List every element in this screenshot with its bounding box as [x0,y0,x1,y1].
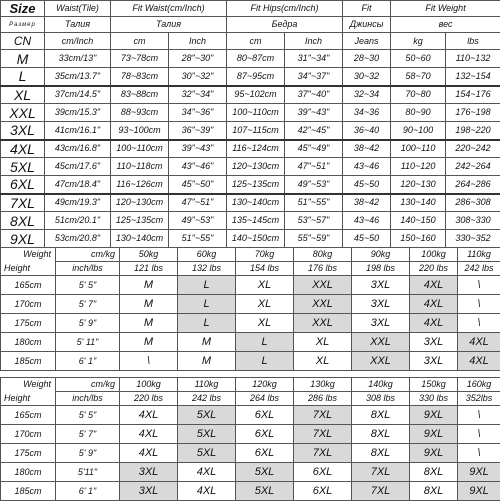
header-waist-ru: Талия [45,17,111,33]
height-inch: 5' 7" [56,425,120,444]
size-cell: 140~150cm [227,230,285,248]
size-cell: 132~154 [446,68,500,86]
size-cell: 90~100 [391,122,446,140]
grid-a-row [1,314,500,333]
recommended-size-cell: XL [236,295,294,314]
grid-b-row [1,406,500,425]
size-cell: 110~120 [391,158,446,176]
grid-a-unit-top: cm/kg [56,248,120,262]
grid-b-row [1,444,500,463]
size-cell: 107~115cm [227,122,285,140]
size-cell: 53"~57" [285,212,343,230]
recommended-size-cell: XL [294,352,352,371]
size-label: XL [1,86,45,104]
size-cell: 110~118cm [111,158,169,176]
size-label: L [1,68,45,86]
height-cm: 170cm [1,425,56,444]
grid-b-lbs-header: 308 lbs [352,392,410,406]
header-size-ru: Размер [1,17,45,33]
recommended-size-cell: XXL [294,314,352,333]
size-cell: 43"~46" [169,158,227,176]
size-cell: 88~93cm [111,104,169,122]
size-cell: 49cm/19.3" [45,194,111,212]
size-cell: 39"~43" [285,104,343,122]
height-inch: 5' 9" [56,314,120,333]
grid-a-kg-row [1,248,500,262]
size-by-height-weight-table-1 [0,247,500,371]
size-cell: 73~78cm [111,50,169,68]
grid-b-row [1,463,500,482]
recommended-size-cell: 5XL [236,463,294,482]
size-label: XXL [1,104,45,122]
recommended-size-cell: XXL [352,352,410,371]
grid-a-kg-header: 50kg [120,248,178,262]
size-cell: 42"~45" [285,122,343,140]
size-cell: 120~130 [391,176,446,194]
size-cell: 49"~53" [169,212,227,230]
recommended-size-cell: L [178,276,236,295]
grid-b-kg-header: 150kg [410,378,458,392]
recommended-size-cell: 3XL [120,463,178,482]
recommended-size-cell: M [120,333,178,352]
grid-b-unit-bottom: inch/lbs [56,392,120,406]
size-unit-header: Jeans [343,33,391,50]
recommended-size-cell: 4XL [410,276,458,295]
recommended-size-cell: 3XL [410,352,458,371]
size-by-height-weight-table-2 [0,377,500,501]
recommended-size-cell: 4XL [178,463,236,482]
recommended-size-cell: \ [458,295,500,314]
grid-b-kg-header: 160kg [458,378,500,392]
size-cell: 50~60 [391,50,446,68]
header-fit-weight: Fit Weight [391,1,500,17]
size-cell: 45~50 [343,230,391,248]
height-cm: 185cm [1,352,56,371]
recommended-size-cell: M [178,352,236,371]
size-cell: 38~42 [343,194,391,212]
recommended-size-cell: L [178,314,236,333]
recommended-size-cell: \ [458,444,500,463]
grid-a-row [1,276,500,295]
height-cm: 170cm [1,295,56,314]
size-cell: 80~87cm [227,50,285,68]
size-label: 8XL [1,212,45,230]
size-row [1,230,500,248]
size-chart-table [0,0,500,248]
size-cell: 100~110 [391,140,446,158]
grid-a-lbs-header: 220 lbs [410,262,458,276]
size-unit-header: lbs [446,33,500,50]
size-cell: 45"~50" [169,176,227,194]
size-cell: 34"~36" [169,104,227,122]
size-unit-header: Inch [285,33,343,50]
size-label: 7XL [1,194,45,212]
size-row [1,68,500,86]
size-cell: 110~132 [446,50,500,68]
size-cell: 95~102cm [227,86,285,104]
recommended-size-cell: 8XL [352,425,410,444]
size-row [1,122,500,140]
size-cell: 47"~51" [285,158,343,176]
size-row [1,194,500,212]
recommended-size-cell: 5XL [178,444,236,463]
grid-b-weight-label: Weight [23,380,51,389]
size-cell: 43~46 [343,212,391,230]
recommended-size-cell: 8XL [410,463,458,482]
recommended-size-cell: 4XL [410,314,458,333]
height-inch: 5' 11" [56,333,120,352]
size-label: 3XL [1,122,45,140]
height-cm: 165cm [1,406,56,425]
size-cell: 41cm/16.1" [45,122,111,140]
recommended-size-cell: 3XL [352,314,410,333]
header-fit-waist-ru: Талия [111,17,227,33]
size-cell: 35cm/13.7" [45,68,111,86]
recommended-size-cell: 9XL [458,463,500,482]
size-unit-header: Inch [169,33,227,50]
grid-a-row [1,352,500,371]
size-cell: 176~198 [446,104,500,122]
size-unit-header: CN [1,33,45,50]
grid-a-kg-header: 80kg [294,248,352,262]
recommended-size-cell: 8XL [410,482,458,501]
size-label: 5XL [1,158,45,176]
recommended-size-cell: XL [236,276,294,295]
recommended-size-cell: 6XL [236,444,294,463]
grid-b-row [1,425,500,444]
grid-a-lbs-header: 121 lbs [120,262,178,276]
recommended-size-cell: 3XL [120,482,178,501]
size-cell: 330~352 [446,230,500,248]
grid-b-lbs-header: 242 lbs [178,392,236,406]
recommended-size-cell: 9XL [410,425,458,444]
height-cm: 185cm [1,482,56,501]
size-cell: 47cm/18.4" [45,176,111,194]
grid-a-unit-bottom: inch/lbs [56,262,120,276]
grid-a-kg-header: 100kg [410,248,458,262]
header-fit-weight-ru: вес [391,17,500,33]
size-cell: 120~130cm [111,194,169,212]
recommended-size-cell: 6XL [236,406,294,425]
size-cell: 38~42 [343,140,391,158]
size-cell: 220~242 [446,140,500,158]
grid-b-unit-top: cm/kg [56,378,120,392]
size-cell: 87~95cm [227,68,285,86]
recommended-size-cell: 6XL [294,463,352,482]
grid-a-weight-label: Weight [23,250,51,259]
size-cell: 78~83cm [111,68,169,86]
header-fit: Fit [343,1,391,17]
size-row [1,158,500,176]
grid-b-row [1,482,500,501]
size-cell: 53cm/20.8" [45,230,111,248]
height-cm: 180cm [1,463,56,482]
recommended-size-cell: 5XL [236,482,294,501]
size-cell: 49"~53" [285,176,343,194]
size-cell: 43~46 [343,158,391,176]
size-cell: 116~126cm [111,176,169,194]
size-cell: 39cm/15.3" [45,104,111,122]
grid-b-lbs-header: 286 lbs [294,392,352,406]
recommended-size-cell: 7XL [352,482,410,501]
grid-a-kg-header: 110kg [458,248,500,262]
header-fit-hips-ru: Бедра [227,17,343,33]
height-inch: 5'11" [56,463,120,482]
grid-b-kg-row [1,378,500,392]
size-header-row-1 [1,1,500,17]
height-cm: 180cm [1,333,56,352]
grid-a-row [1,333,500,352]
size-label: M [1,50,45,68]
size-unit-header: cm [111,33,169,50]
size-cell: 51cm/20.1" [45,212,111,230]
size-cell: 37"~40" [285,86,343,104]
grid-a-kg-header: 60kg [178,248,236,262]
recommended-size-cell: 7XL [294,406,352,425]
height-cm: 175cm [1,314,56,333]
recommended-size-cell: L [236,352,294,371]
height-inch: 6' 1" [56,482,120,501]
size-cell: 264~286 [446,176,500,194]
grid-a-corner [1,248,56,276]
grid-a-kg-header: 70kg [236,248,294,262]
grid-b-kg-header: 130kg [294,378,352,392]
size-cell: 33cm/13" [45,50,111,68]
recommended-size-cell: 6XL [294,482,352,501]
recommended-size-cell: XXL [294,276,352,295]
recommended-size-cell: XXL [352,333,410,352]
recommended-size-cell: \ [458,425,500,444]
size-cell: 130~140cm [111,230,169,248]
size-cell: 30"~32" [169,68,227,86]
grid-b-kg-header: 110kg [178,378,236,392]
grid-b-kg-header: 100kg [120,378,178,392]
size-cell: 43cm/16.8" [45,140,111,158]
grid-a-kg-header: 90kg [352,248,410,262]
size-unit-header: cm/Inch [45,33,111,50]
recommended-size-cell: 3XL [352,295,410,314]
recommended-size-cell: 6XL [236,425,294,444]
size-cell: 28~30 [343,50,391,68]
height-cm: 175cm [1,444,56,463]
size-cell: 242~264 [446,158,500,176]
size-cell: 93~100cm [111,122,169,140]
recommended-size-cell: XXL [294,295,352,314]
size-cell: 198~220 [446,122,500,140]
height-inch: 5' 5" [56,406,120,425]
size-cell: 36~40 [343,122,391,140]
size-cell: 83~88cm [111,86,169,104]
recommended-size-cell: M [120,295,178,314]
size-row [1,86,500,104]
height-cm: 165cm [1,276,56,295]
size-cell: 31"~34" [285,50,343,68]
size-unit-header: kg [391,33,446,50]
size-cell: 51"~55" [285,194,343,212]
recommended-size-cell: 7XL [352,463,410,482]
recommended-size-cell: 9XL [410,406,458,425]
size-cell: 34~36 [343,104,391,122]
grid-a-height-label: Height [4,264,30,273]
size-cell: 80~90 [391,104,446,122]
recommended-size-cell: 4XL [178,482,236,501]
recommended-size-cell: 4XL [458,333,500,352]
grid-b-lbs-header: 264 lbs [236,392,294,406]
grid-a-lbs-header: 132 lbs [178,262,236,276]
size-cell: 30~32 [343,68,391,86]
size-cell: 100~110cm [227,104,285,122]
recommended-size-cell: M [120,276,178,295]
height-inch: 6' 1" [56,352,120,371]
size-cell: 45~50 [343,176,391,194]
grid-b-height-label: Height [4,394,30,403]
grid-a-lbs-row [1,262,500,276]
grid-b-corner [1,378,56,406]
recommended-size-cell: \ [120,352,178,371]
size-cell: 125~135cm [111,212,169,230]
grid-a-row [1,295,500,314]
recommended-size-cell: L [236,333,294,352]
grid-a-lbs-header: 198 lbs [352,262,410,276]
recommended-size-cell: 4XL [458,352,500,371]
recommended-size-cell: L [178,295,236,314]
grid-b-lbs-row [1,392,500,406]
size-cell: 51"~55" [169,230,227,248]
size-cell: 130~140 [391,194,446,212]
recommended-size-cell: 9XL [458,482,500,501]
recommended-size-cell: 8XL [352,444,410,463]
size-header-row-3 [1,33,500,50]
size-row [1,50,500,68]
recommended-size-cell: XL [294,333,352,352]
recommended-size-cell: 5XL [178,425,236,444]
recommended-size-cell: XL [236,314,294,333]
size-cell: 140~150 [391,212,446,230]
header-fit-hips: Fit Hips(cm/Inch) [227,1,343,17]
recommended-size-cell: 4XL [120,425,178,444]
recommended-size-cell: 8XL [352,406,410,425]
recommended-size-cell: \ [458,276,500,295]
size-cell: 32"~34" [169,86,227,104]
recommended-size-cell: M [178,333,236,352]
recommended-size-cell: 9XL [410,444,458,463]
size-label: 6XL [1,176,45,194]
grid-b-kg-header: 140kg [352,378,410,392]
grid-a-lbs-header: 242 lbs [458,262,500,276]
size-cell: 286~308 [446,194,500,212]
grid-b-kg-header: 120kg [236,378,294,392]
size-cell: 130~140cm [227,194,285,212]
size-cell: 47"~51" [169,194,227,212]
recommended-size-cell: 7XL [294,425,352,444]
size-cell: 125~135cm [227,176,285,194]
header-fit-waist: Fit Waist(cm/Inch) [111,1,227,17]
size-cell: 100~110cm [111,140,169,158]
size-cell: 70~80 [391,86,446,104]
size-cell: 37cm/14.5" [45,86,111,104]
size-cell: 55"~59" [285,230,343,248]
size-cell: 34"~37" [285,68,343,86]
recommended-size-cell: M [120,314,178,333]
size-label: 9XL [1,230,45,248]
recommended-size-cell: 3XL [352,276,410,295]
size-row [1,176,500,194]
height-inch: 5' 7" [56,295,120,314]
recommended-size-cell: 4XL [120,406,178,425]
size-cell: 58~70 [391,68,446,86]
size-row [1,104,500,122]
size-cell: 32~34 [343,86,391,104]
recommended-size-cell: 3XL [410,333,458,352]
height-inch: 5' 9" [56,444,120,463]
size-cell: 120~130cm [227,158,285,176]
header-fit-ru: Джинсы [343,17,391,33]
recommended-size-cell: 4XL [120,444,178,463]
size-cell: 154~176 [446,86,500,104]
header-waist: Waist(Tile) [45,1,111,17]
recommended-size-cell: 4XL [410,295,458,314]
recommended-size-cell: \ [458,314,500,333]
grid-b-lbs-header: 330 lbs [410,392,458,406]
grid-a-lbs-header: 154 lbs [236,262,294,276]
size-cell: 39"~43" [169,140,227,158]
size-label: 4XL [1,140,45,158]
size-cell: 45"~49" [285,140,343,158]
size-unit-header: cm [227,33,285,50]
size-row [1,212,500,230]
size-cell: 116~124cm [227,140,285,158]
height-inch: 5' 5" [56,276,120,295]
recommended-size-cell: 5XL [178,406,236,425]
size-cell: 135~145cm [227,212,285,230]
size-cell: 36"~39" [169,122,227,140]
size-row [1,140,500,158]
size-cell: 45cm/17.6" [45,158,111,176]
size-cell: 28"~30" [169,50,227,68]
size-header-row-2 [1,17,500,33]
size-cell: 308~330 [446,212,500,230]
grid-a-lbs-header: 176 lbs [294,262,352,276]
size-cell: 150~160 [391,230,446,248]
recommended-size-cell: \ [458,406,500,425]
grid-b-lbs-header: 352lbs [458,392,500,406]
recommended-size-cell: 7XL [294,444,352,463]
grid-b-lbs-header: 220 lbs [120,392,178,406]
header-size: Size [1,1,45,17]
